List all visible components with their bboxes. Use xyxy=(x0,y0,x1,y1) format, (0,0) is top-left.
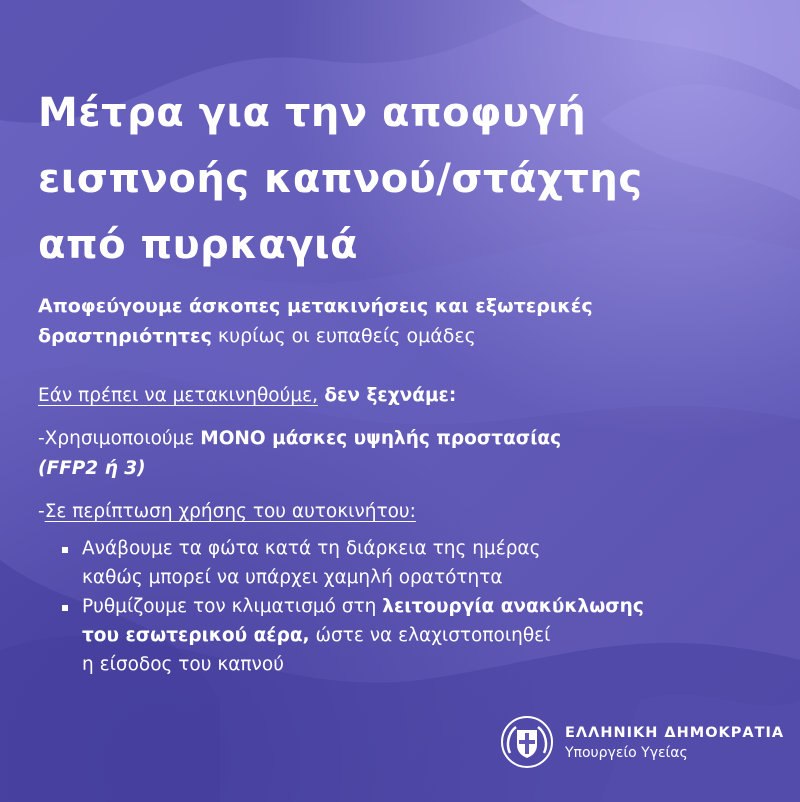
tip1-line-1: Ανάβουμε τα φώτα κατά τη διάρκεια της ημέρας xyxy=(82,538,541,559)
mask-bold: ΜΟΝΟ μάσκες υψηλής προστασίας xyxy=(200,428,562,449)
mask-prefix: -Χρησιμοποιούμε xyxy=(38,428,201,449)
travel-heading xyxy=(38,381,456,411)
list-item xyxy=(60,534,780,592)
car-heading xyxy=(38,497,416,527)
intro-line-1: Αποφεύγουμε άσκοπες μετακινήσεις και εξωτερικές xyxy=(38,295,593,317)
title-line-1: Μέτρα για την αποφυγή xyxy=(38,90,587,136)
mask-line xyxy=(38,424,561,454)
title-line-3: από πυρκαγιά xyxy=(38,222,359,268)
intro-bold-word: δραστηριότητες xyxy=(38,325,212,347)
tip2-bold-1: λειτουργία ανακύκλωσης xyxy=(382,596,644,617)
republic-label: ΕΛΛΗΝΙΚΗ ΔΗΜΟΚΡΑΤΙΑ xyxy=(565,725,785,741)
ministry-label: Υπουργείο Υγείας xyxy=(565,745,688,761)
tip2-line-3: η είσοδος του καπνού xyxy=(82,654,284,675)
bullet-icon xyxy=(62,605,68,611)
tip2-bold-2: του εσωτερικού αέρα, xyxy=(82,625,310,646)
intro-line-2 xyxy=(38,321,778,351)
title-line-2: εισπνοής καπνού/στάχτης xyxy=(38,156,643,202)
mask-type-line: (FFP2 ή 3) xyxy=(38,458,146,479)
list-item xyxy=(60,592,780,679)
greek-coat-of-arms-icon xyxy=(500,715,554,769)
intro-rest: κυρίως οι ευπαθείς ομάδες xyxy=(211,325,476,347)
intro-text xyxy=(38,291,778,351)
tip1-line-2: καθώς μπορεί να υπάρχει χαμηλή ορατότητα xyxy=(82,567,503,588)
travel-bold: δεν ξεχνάμε: xyxy=(317,385,457,406)
bullet-icon xyxy=(62,547,68,553)
car-dash: - xyxy=(38,501,45,522)
tip2-line-2 xyxy=(82,621,780,650)
tip2-prefix: Ρυθμίζουμε τον κλιματισμό στη xyxy=(82,596,383,617)
ministry-logo xyxy=(500,715,785,769)
car-underlined: Σε περίπτωση χρήσης του αυτοκινήτου: xyxy=(44,501,416,522)
travel-underlined: Εάν πρέπει να μετακινηθούμε, xyxy=(38,385,318,406)
page-title xyxy=(38,80,778,278)
car-tips-list xyxy=(60,534,780,679)
tip2-rest: ώστε να ελαχιστοποιηθεί xyxy=(309,625,551,646)
tip2-line-1 xyxy=(82,592,780,621)
